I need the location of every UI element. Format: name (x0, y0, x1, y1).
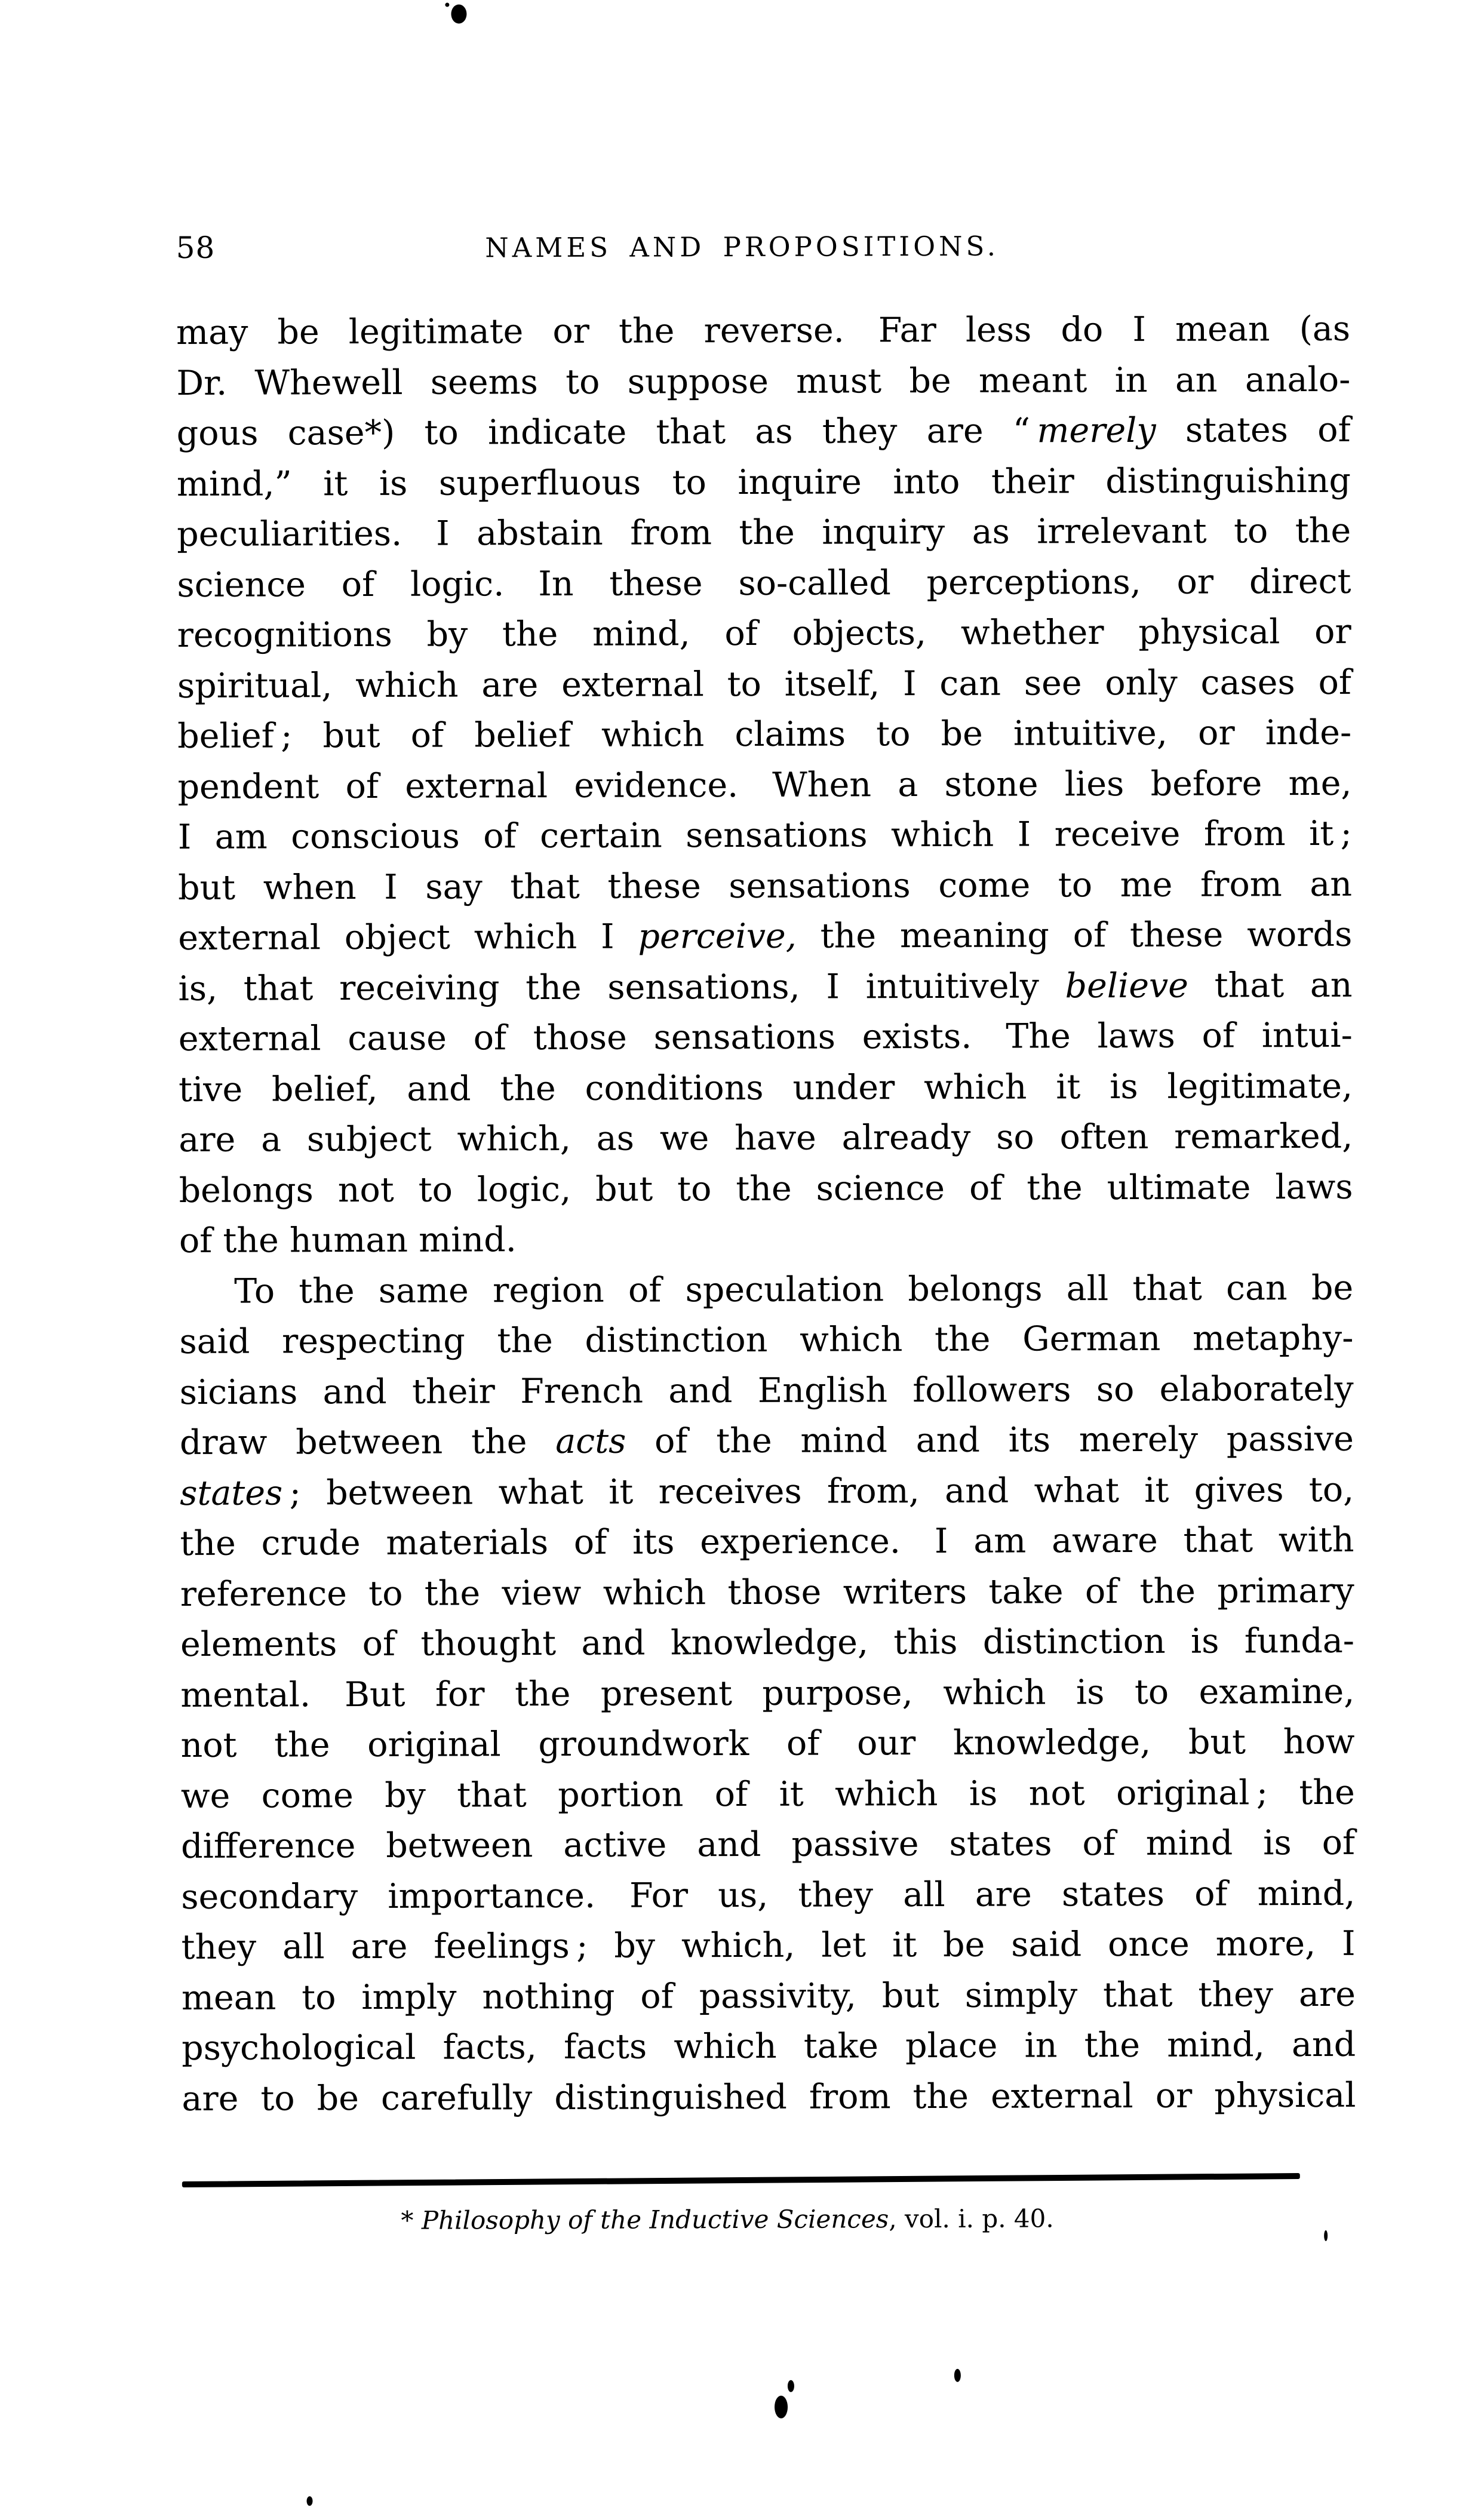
body-line (182, 2020, 1356, 2074)
text-segment: belongs not to logic, but to the science of the ultimate laws (179, 1167, 1353, 1210)
text-segment: sicians and their French and English followers so elaborately (179, 1369, 1354, 1412)
text-segment: said respecting the distinction which the German metaphy- (179, 1318, 1354, 1362)
text-segment: recognitions by the mind, of objects, whether physical or (177, 611, 1351, 655)
text-segment: mind,” it is superfluous to inquire into their distinguishing (176, 460, 1351, 504)
text-segment: are to be carefully distinguished from the external or physical (182, 2075, 1356, 2119)
ink-speck (307, 2496, 313, 2506)
text-segment: but when I say that these sensations come to me from an (177, 864, 1353, 908)
text-segment: gous case*) to indicate that as they are “ (176, 411, 1037, 453)
text-segment: To the same region of speculation belongs all that can be (234, 1268, 1354, 1311)
text-segment: states of (1156, 410, 1351, 450)
body-line (180, 1414, 1354, 1468)
body-line (180, 1515, 1354, 1569)
body-line (179, 1161, 1353, 1216)
text-segment: , vol. i. p. 40. (889, 2204, 1054, 2234)
body-line (181, 1767, 1355, 1821)
body-line (178, 960, 1352, 1014)
body-line (177, 607, 1351, 661)
body-line (176, 304, 1350, 358)
body-line (177, 657, 1351, 711)
text-segment: the crude materials of its experience. I am aware that with (180, 1520, 1354, 1563)
ink-speck (451, 4, 466, 23)
body-line (181, 1919, 1355, 1973)
body-line (177, 455, 1351, 509)
text-segment: draw between the (179, 1421, 556, 1462)
body-line (177, 506, 1351, 560)
body-line (179, 1111, 1353, 1166)
text-segment: not the original groundwork of our knowledge, but how (180, 1722, 1355, 1765)
italic-text-segment: states (180, 1473, 283, 1513)
body-line (178, 859, 1352, 913)
text-segment: psychological facts, facts which take place in the mind, and (182, 2024, 1356, 2068)
text-segment: external cause of those sensations exists. The laws of intui- (178, 1015, 1353, 1059)
body-line (180, 1363, 1354, 1418)
text-segment: is, that receiving the sensations, I intuitively (178, 966, 1065, 1009)
text-segment: we come by that portion of it which is not original ; the (180, 1772, 1355, 1816)
body-line (179, 1313, 1353, 1367)
italic-text-segment: believe (1065, 966, 1189, 1006)
text-segment: Dr. Whewell seems to suppose must be meant in an analo- (176, 359, 1351, 403)
text-segment: tive belief, and the conditions under which it is legitimate, (178, 1066, 1353, 1110)
text-segment: are a subject which, as we have already so often remarked, (179, 1116, 1353, 1160)
body-line (182, 1969, 1356, 2023)
body-line (180, 1616, 1354, 1670)
ink-speck (954, 2369, 961, 2382)
body-line (179, 1212, 1353, 1267)
body-line (179, 1262, 1353, 1317)
text-segment: secondary importance. For us, they all are states of mind, (181, 1873, 1356, 1917)
text-segment: ; between what it receives from, and what it gives to, (282, 1470, 1354, 1513)
text-segment: elements of thought and knowledge, this distinction is funda- (180, 1621, 1355, 1664)
body-line (178, 809, 1352, 863)
body-line (178, 909, 1352, 964)
footnote-rule (182, 2173, 1300, 2187)
body-line (180, 1666, 1354, 1720)
body-line (177, 758, 1351, 812)
body-line (180, 1717, 1354, 1771)
text-segment: difference between active and passive states of mind is of (180, 1823, 1356, 1866)
ink-speck (1324, 2230, 1328, 2241)
italic-text-segment: Philosophy of the Inductive Sciences (421, 2204, 889, 2235)
body-line (182, 2070, 1356, 2124)
page-number: 58 (176, 230, 216, 265)
text-segment: they all are feelings ; by which, let it be said once more, I (181, 1923, 1356, 1967)
text-segment: peculiarities. I abstain from the inquiry as irrelevant to the (177, 511, 1351, 554)
body-line (179, 1061, 1353, 1115)
text-segment: pendent of external evidence. When a stone lies before me, (177, 763, 1352, 807)
ink-speck (775, 2396, 788, 2418)
body-line (176, 354, 1350, 408)
text-segment: external object which I (178, 917, 638, 958)
text-segment: spiritual, which are external to itself, I can see only cases of (177, 662, 1352, 706)
page-header (176, 226, 1350, 272)
text-segment: science of logic. In these so-called perceptions, or direct (177, 561, 1351, 605)
body-line (177, 405, 1351, 459)
ink-speck (445, 3, 449, 7)
body-line (181, 1868, 1355, 1922)
italic-text-segment: acts (555, 1421, 626, 1461)
ink-speck (788, 2380, 794, 2392)
italic-text-segment: perceive, (638, 916, 797, 957)
body-line (180, 1464, 1354, 1519)
body-text (176, 304, 1356, 2124)
running-head: NAMES AND PROPOSITIONS. (485, 230, 1000, 264)
text-segment: * (401, 2205, 422, 2235)
text-segment: I am conscious of certain sensations which I receive from it ; (177, 813, 1352, 857)
text-segment: of the human mind. (179, 1220, 517, 1261)
footnote (140, 2199, 1314, 2240)
body-line (177, 556, 1351, 610)
text-segment: reference to the view which those writers take of the primary (180, 1571, 1354, 1614)
text-segment: may be legitimate or the reverse. Far less do I mean (as (176, 309, 1351, 352)
text-segment: of the mind and its merely passive (626, 1419, 1354, 1461)
text-segment: belief ; but of belief which claims to be intuitive, or inde- (177, 712, 1352, 756)
text-segment: mean to imply nothing of passivity, but simply that they are (181, 1974, 1356, 2018)
body-line (181, 1818, 1355, 1872)
body-line (177, 708, 1351, 762)
body-line (179, 1010, 1353, 1065)
body-line (180, 1565, 1354, 1619)
text-segment: the meaning of these words (796, 914, 1353, 956)
text-segment: that an (1188, 965, 1353, 1006)
text-segment: mental. But for the present purpose, which is to examine, (180, 1671, 1355, 1715)
italic-text-segment: merely (1037, 410, 1156, 451)
